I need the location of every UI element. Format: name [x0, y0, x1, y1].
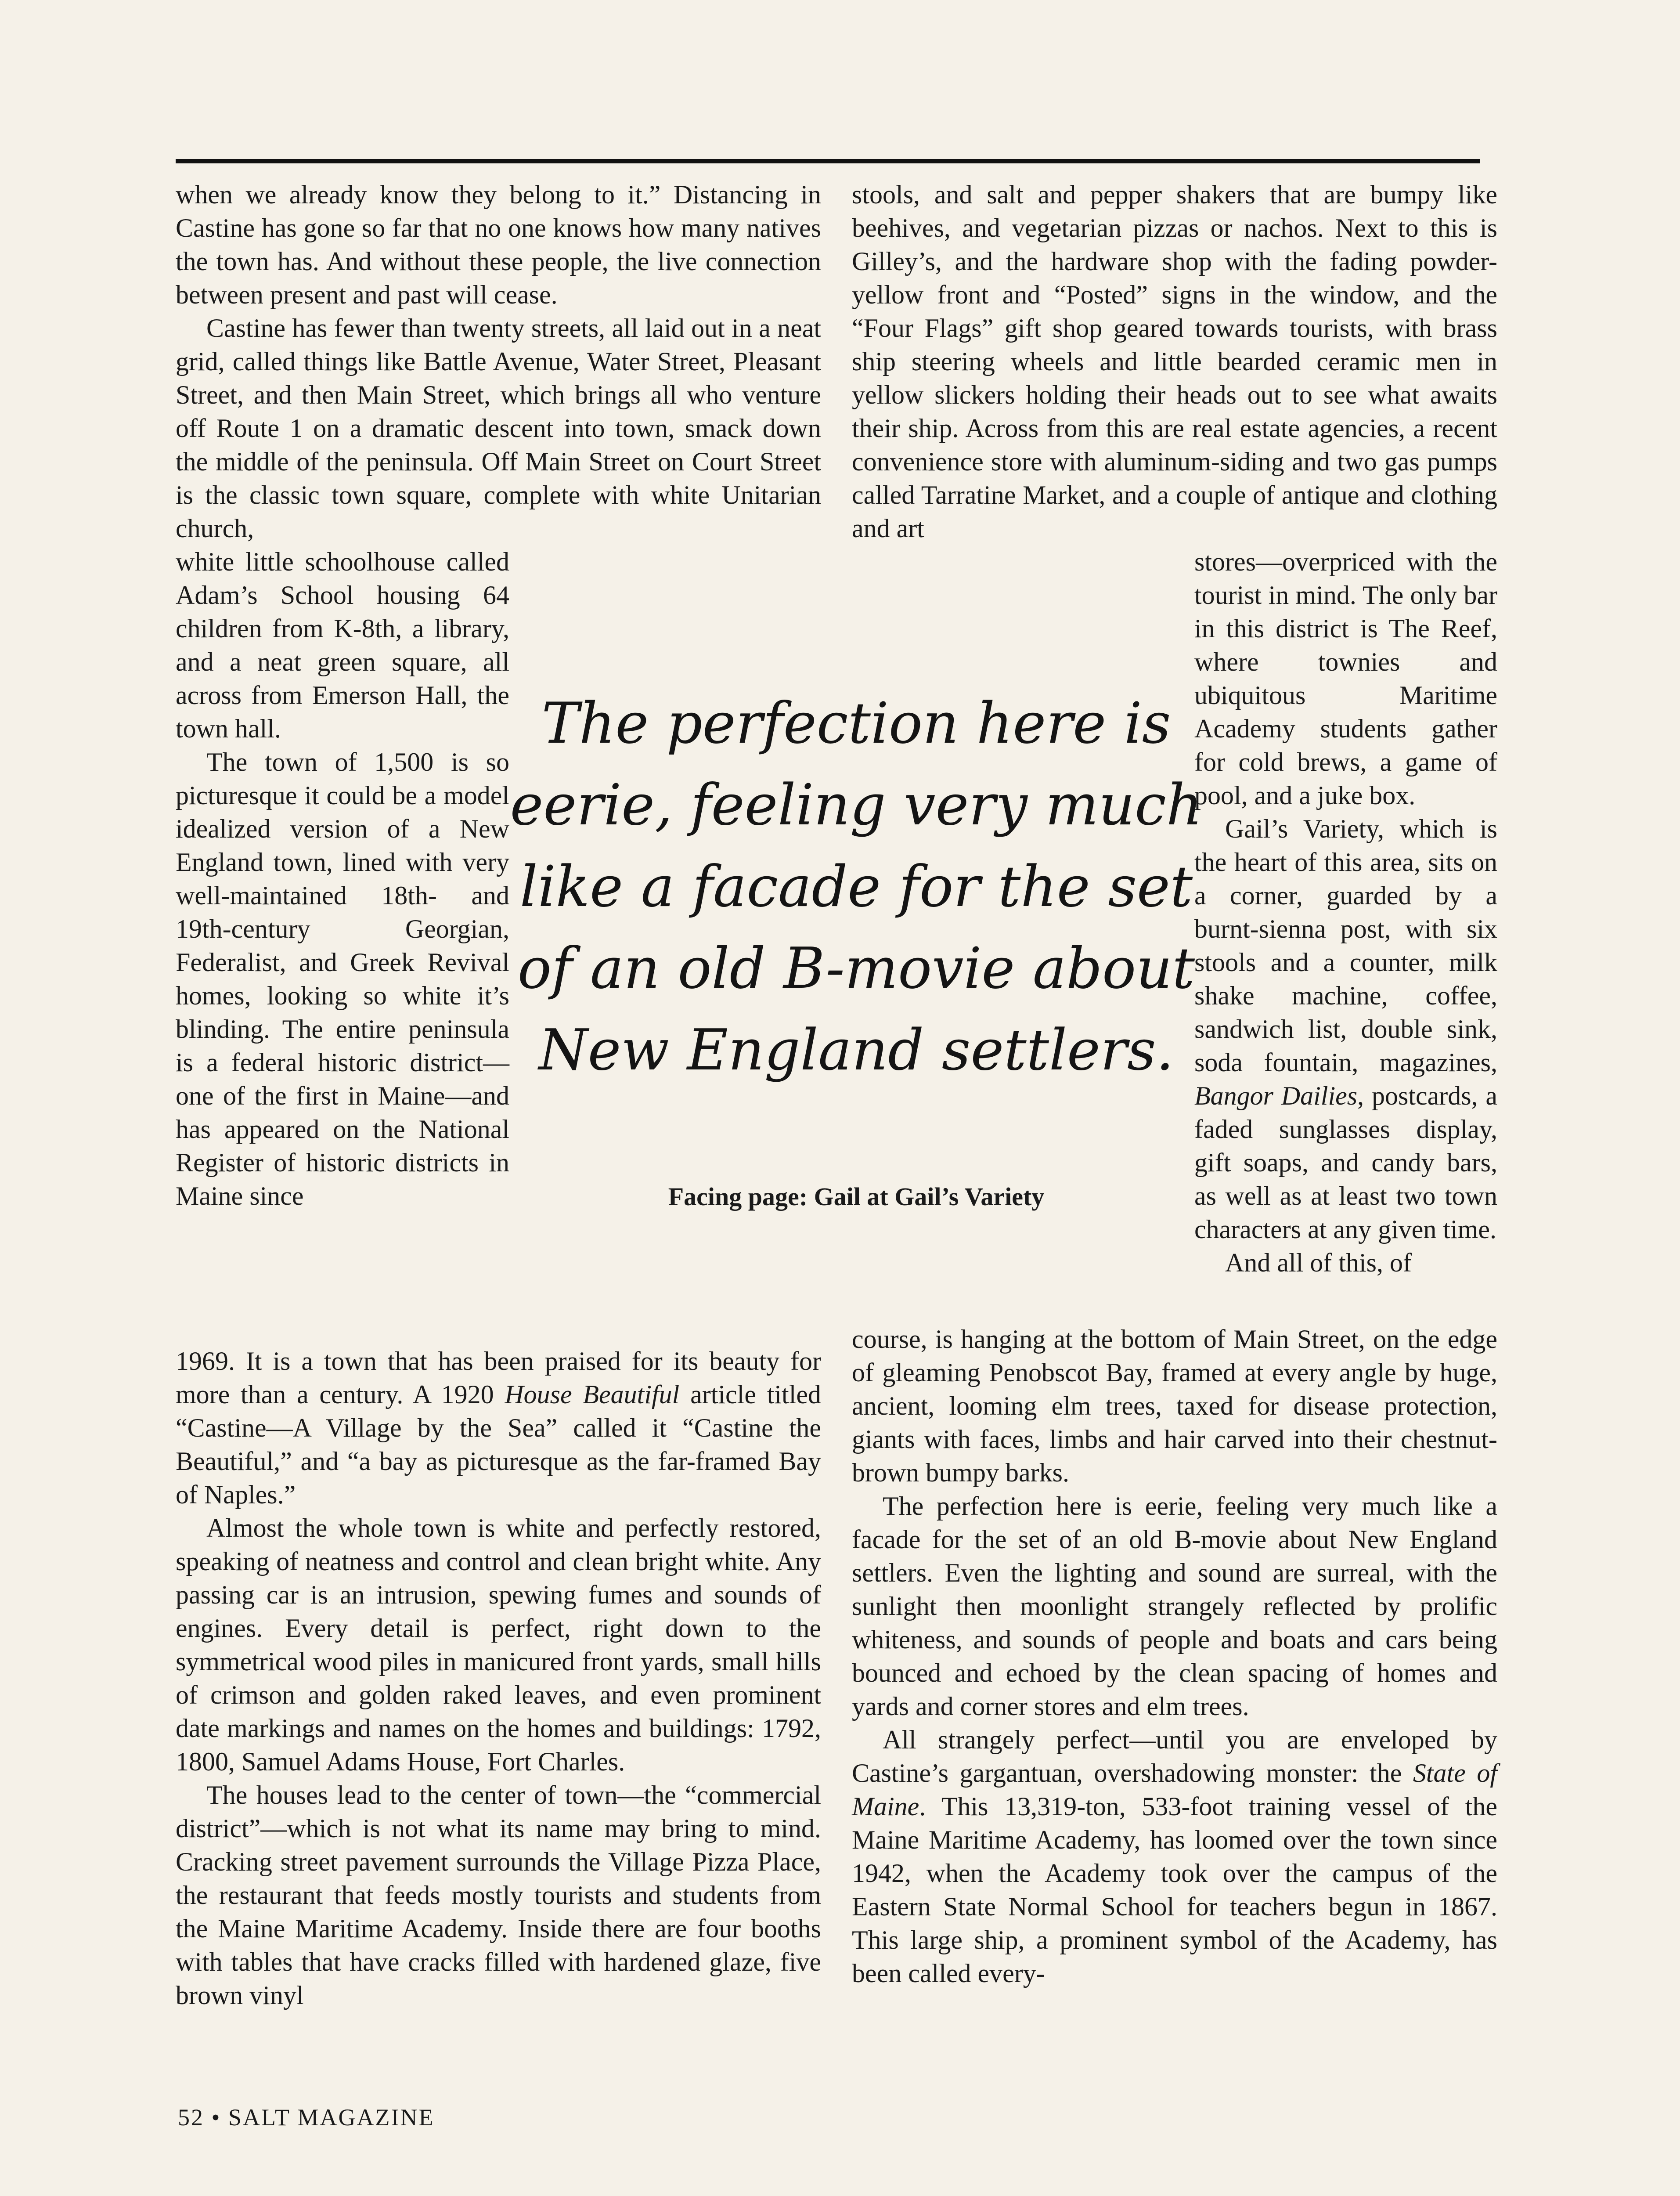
paragraph: stores—overpriced with the tourist in mind. The only bar in this district is The Reef, where townies and ubiquitous Maritime Academy students gather for cold brews, a game of pool, and a juke box.: [1194, 547, 1497, 810]
page-folio: 52 • SALT MAGAZINE: [178, 2104, 435, 2131]
paragraph: when we already know they belong to it.” Distancing in Castine has gone so far that no one knows how many natives the town has. And without these people, the live connection between present and past will cease.: [176, 180, 821, 309]
left-column: [176, 178, 821, 2012]
pull-quote-line: New England settlers.: [538, 1018, 1174, 1083]
pull-quote-line: of an old B-movie about: [517, 936, 1195, 1001]
text-run: article titled “Castine—A Village by the Sea” called it “Castine the Beautiful,” and “a bay as picturesque as the far-framed Bay of Naples.”: [176, 1380, 822, 1509]
italic-title: Bangor Dailies: [1194, 1081, 1358, 1110]
pull-quote-line: eerie, feeling very much: [510, 773, 1203, 838]
italic-title: State of Maine: [852, 1759, 1498, 1821]
text-run: Gail’s Variety, which is the heart of this area, sits on a corner, guarded by a burnt-sienna post, with six stools and a counter, milk shake machine, coffee, sandwich list, double sink, soda fountain, magazines,: [1194, 814, 1497, 1077]
photo-caption: Facing page: Gail at Gail’s Variety: [668, 1182, 1045, 1211]
text-run: white little schoolhouse called Adam’s School housing 64 children from K-8th, a library, and a neat green square, all across from Emerson Hall, the town hall.: [176, 547, 509, 743]
top-rule: [176, 159, 1480, 163]
text-run: , postcards, a faded sunglasses display, gift soaps, and candy bars, as well as at least two town characters at any given time.: [1194, 1081, 1497, 1244]
paragraph: course, is hanging at the bottom of Main Street, on the edge of gleaming Penobscot Bay, framed at every angle by huge, ancient, looming elm trees, taxed for disease protection, giants with faces, limbs and hair carved into their chestnut-brown bumpy barks.: [852, 1325, 1497, 1487]
pull-quote-line: The perfection here is: [541, 691, 1171, 756]
pull-quote-line: like a facade for the set: [519, 854, 1193, 920]
pull-quote: [505, 683, 1208, 1091]
paragraph: stools, and salt and pepper shakers that are bumpy like beehives, and vegetarian pizzas or nachos. Next to this is Gilley’s, and the hardware shop with the fading powder-yellow front and “Posted” signs in the window, and the “Four Flags” gift shop geared towards tourists, with brass ship steering wheels and little bearded ceramic men in yellow slickers holding their heads out to see what awaits their ship. Across from this are real estate agencies, a recent convenience store with aluminum-siding and two gas pumps called Tarratine Market, and a couple of antique and clothing and art: [852, 180, 1497, 543]
paragraph: Almost the whole town is white and perfectly restored, speaking of neatness and control and clean bright white. Any passing car is an intrusion, spewing fumes and sounds of engines. Every detail is perfect, right down to the symmetrical wood piles in manicured front yards, small hills of crimson and golden raked leaves, and even prominent date markings and names on the homes and buildings: 1792, 1800, Samuel Adams House, Fort Charles.: [176, 1513, 821, 1776]
text-run: . This 13,319-ton, 533-foot training vessel of the Maine Maritime Academy, has loomed over the town since 1942, when the Academy took over the campus of the Eastern State Normal School for teachers begun in 1867. This large ship, a prominent symbol of the Academy, has been called every-: [852, 1792, 1497, 1988]
text-run: The town of 1,500 is so picturesque it could be a model idealized version of a New England town, lined with very well-maintained 18th- and 19th-century Georgian, Federalist, and Greek Revival homes, looking so white it’s blinding. The entire peninsula is a federal historic district—one of the first in Maine—and has appeared on the National Register of historic districts in Maine since: [176, 748, 509, 1210]
italic-title: House Beautiful: [505, 1380, 680, 1409]
paragraph: [176, 311, 821, 545]
text-run: Castine has fewer than twenty streets, all laid out in a neat grid, called things like Battle Avenue, Water Street, Pleasant Street, and then Main Street, which brings all who venture off Route 1 on a dramatic descent into town, smack down the middle of the peninsula. Off Main Street on Court Street is the classic town square, complete with white Unitarian church,: [176, 314, 821, 543]
paragraph: The perfection here is eerie, feeling very much like a facade for the set of an old B-movie about New England settlers. Even the lighting and sound are surreal, with the sunlight then moonlight strangely reflected by prolific whiteness, and sounds of people and boats and cars being bounced and echoed by the clean spacing of homes and yards and corner stores and elm trees.: [852, 1492, 1497, 1721]
paragraph: [176, 1344, 821, 1511]
text-run: 1969. It is a town that has been praised for its beauty for more than a century. A 1920: [176, 1347, 821, 1409]
paragraph: And all of this, of: [1225, 1248, 1412, 1277]
paragraph: [852, 1723, 1497, 1990]
text-run: All strangely perfect—until you are enveloped by Castine’s gargantuan, overshadowing monster: the: [852, 1725, 1497, 1788]
paragraph: The houses lead to the center of town—the “commercial district”—which is not what its name may bring to mind. Cracking street pavement surrounds the Village Pizza Place, the restaurant that feeds mostly tourists and students from the Maine Maritime Academy. Inside there are four booths with tables that have cracks filled with hardened glaze, five brown vinyl: [176, 1781, 821, 2010]
